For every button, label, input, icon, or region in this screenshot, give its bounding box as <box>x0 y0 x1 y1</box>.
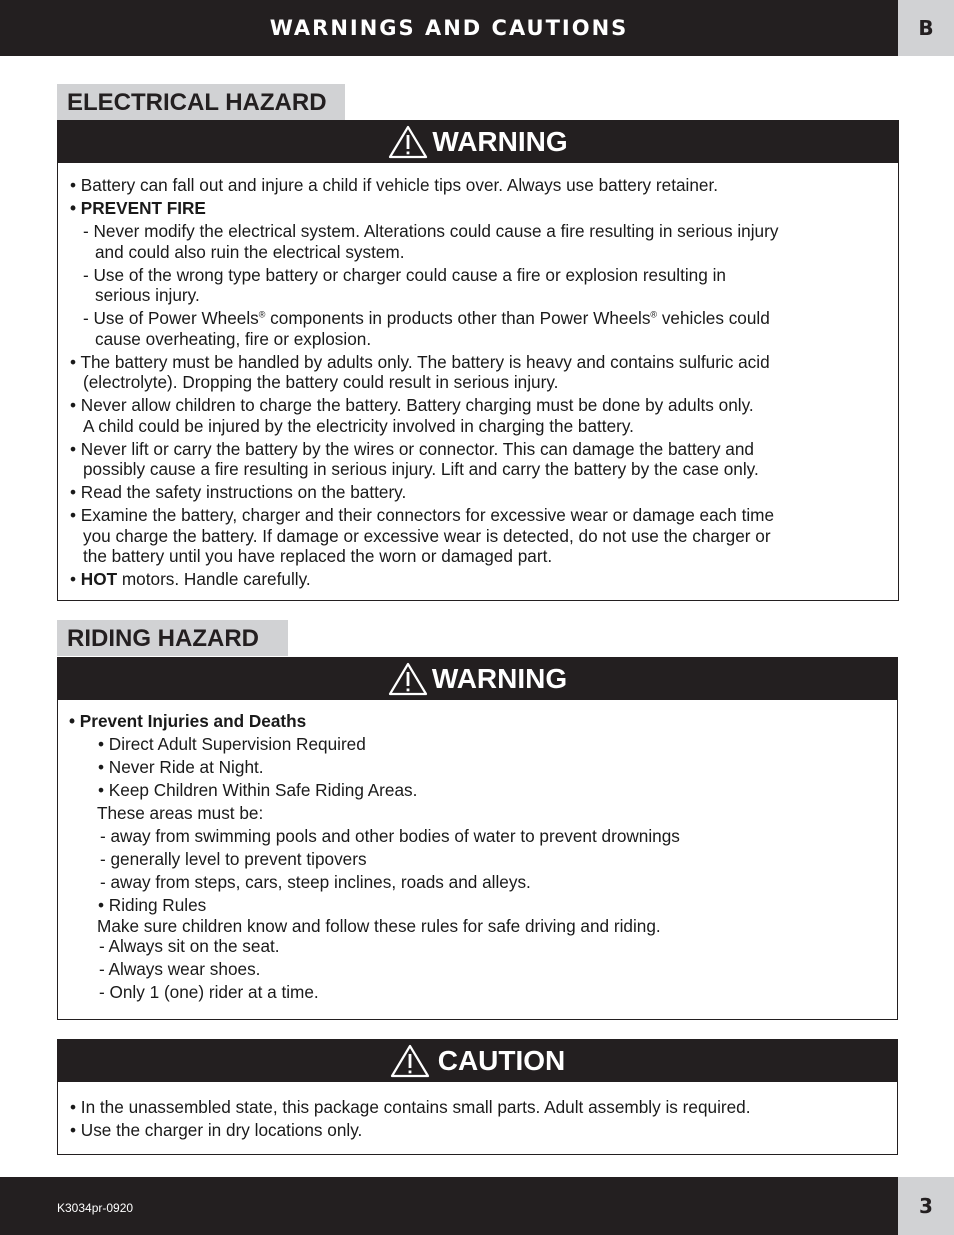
list-item: - Always sit on the seat. <box>99 936 280 956</box>
page-number: 3 <box>898 1177 954 1235</box>
riding-hazard-label: RIDING HAZARD <box>57 620 288 656</box>
page-header-bar <box>0 0 898 56</box>
list-item: - Always wear shoes. <box>99 959 261 979</box>
list-item: • Examine the battery, charger and their connectors for excessive wear or damage each time you charge the battery. If damage or excessive wear is detected, do not use the charger or the battery until you have replaced the worn or damaged part. <box>70 505 775 566</box>
list-item: - generally level to prevent tipovers <box>100 849 367 869</box>
list-item: - away from steps, cars, steep inclines, roads and alleys. <box>100 872 531 892</box>
list-item: • In the unassembled state, this package contains small parts. Adult assembly is required. <box>70 1097 751 1117</box>
list-item: - Use of the wrong type battery or charger could cause a fire or explosion resulting in serious injury. <box>83 264 726 305</box>
list-item: • Direct Adult Supervision Required <box>98 734 366 754</box>
electrical-warning-box <box>57 120 899 601</box>
section-tab-letter: B <box>898 0 954 56</box>
list-item: • HOT motors. Handle carefully. <box>70 569 311 589</box>
caution-banner-text: CAUTION <box>437 1045 566 1076</box>
warning-banner <box>58 658 897 700</box>
list-item: - Only 1 (one) rider at a time. <box>99 982 319 1002</box>
list-heading: • Prevent Injuries and Deaths <box>69 711 307 731</box>
list-item: • Read the safety instructions on the battery. <box>70 482 407 502</box>
list-item: • Never Ride at Night. <box>98 757 264 777</box>
riding-warning-box <box>57 657 898 1020</box>
list-item: Make sure children know and follow these rules for safe driving and riding. <box>97 915 661 936</box>
caution-content <box>58 1082 897 1141</box>
list-item: - away from swimming pools and other bodies of water to prevent drownings <box>100 826 680 846</box>
list-item: - Use of Power Wheels® components in products other than Power Wheels® vehicles could cause overheating, fire or explosion. <box>83 308 770 349</box>
warning-banner <box>58 121 898 163</box>
list-item: • Never lift or carry the battery by the wires or connector. This can damage the battery and possibly cause a fire resulting in serious injury. Lift and carry the battery by the case only. <box>70 438 759 479</box>
page-title: WARNINGS AND CAUTIONS <box>269 16 629 40</box>
list-item: - Never modify the electrical system. Alterations could cause a fire resulting in serious injury and could also ruin the electrical system. <box>83 221 779 262</box>
list-item: • Keep Children Within Safe Riding Areas. <box>98 780 418 800</box>
list-item: • Use the charger in dry locations only. <box>70 1120 363 1140</box>
list-item: • Never allow children to charge the battery. Battery charging must be done by adults only. A child could be injured by the electricity involved in charging the battery. <box>70 395 754 436</box>
list-item: • The battery must be handled by adults only. The battery is heavy and contains sulfuric acid (electrolyte). Dropping the battery could result in serious injury. <box>70 351 770 392</box>
document-code: K3034pr-0920 <box>57 1201 134 1215</box>
warning-triangle-icon <box>388 125 428 159</box>
warning-triangle-icon <box>388 662 428 696</box>
warning-triangle-icon <box>390 1044 430 1078</box>
riding-warning-content <box>58 700 897 1003</box>
list-item: • PREVENT FIRE <box>70 198 206 218</box>
caution-box <box>57 1039 898 1155</box>
electrical-hazard-label: ELECTRICAL HAZARD <box>57 84 345 120</box>
warning-banner-text: WARNING <box>432 126 568 157</box>
list-item: • Battery can fall out and injure a child if vehicle tips over. Always use battery retainer. <box>70 175 719 195</box>
list-item: • Riding Rules <box>98 895 207 915</box>
warning-banner-text: WARNING <box>431 663 568 694</box>
list-item: These areas must be: <box>97 803 264 823</box>
caution-banner <box>58 1040 897 1082</box>
electrical-warning-content <box>58 163 898 590</box>
page-footer-bar <box>0 1177 898 1235</box>
